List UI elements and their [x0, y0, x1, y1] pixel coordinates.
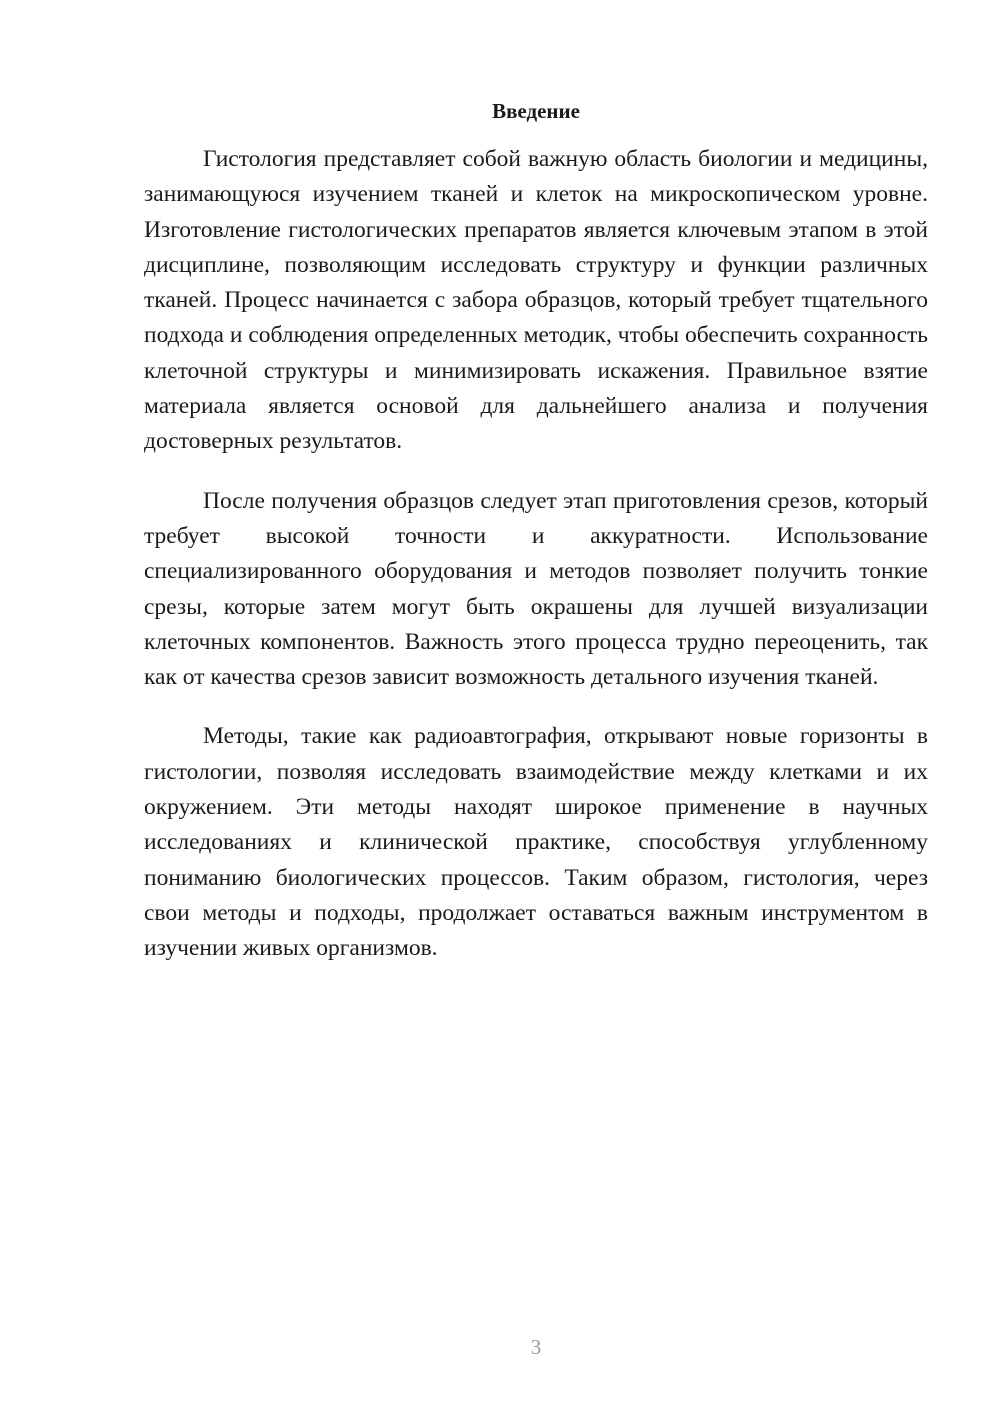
- page-number: 3: [530, 1335, 542, 1359]
- paragraph-2: После получения образцов следует этап приготовления срезов, который требует высокой точности и аккуратности. Использование специализированного оборудования и методов позволяет получить тонкие срезы, которые затем могут быть окрашены для лучшей визуализации клеточных компонентов. Важность этого процесса трудно переоценить, так как от качества срезов зависит возможность детального изучения тканей.: [144, 487, 928, 691]
- paragraph-3: Методы, такие как радиоавтография, открывают новые горизонты в гистологии, позволяя исследовать взаимодействие между клетками и их окружением. Эти методы находят широкое применение в научных исследованиях и клинической практике, способствуя углубленному пониманию биологических процессов. Таким образом, гистология, через свои методы и подходы, продолжает оставаться важным инструментом в изучении живых организмов.: [144, 723, 928, 962]
- body-text: [144, 142, 928, 991]
- paragraph-1: Гистология представляет собой важную область биологии и медицины, занимающуюся изучением тканей и клеток на микроскопическом уровне. Изготовление гистологических препаратов является ключевым этапом в этой дисциплине, позволяющим исследовать структуру и функции различных тканей. Процесс начинается с забора образцов, который требует тщательного подхода и соблюдения определенных методик, чтобы обеспечить сохранность клеточной структуры и минимизировать искажения. Правильное взятие материала является основой для дальнейшего анализа и получения достоверных результатов.: [144, 146, 928, 455]
- section-heading: Введение: [492, 99, 580, 123]
